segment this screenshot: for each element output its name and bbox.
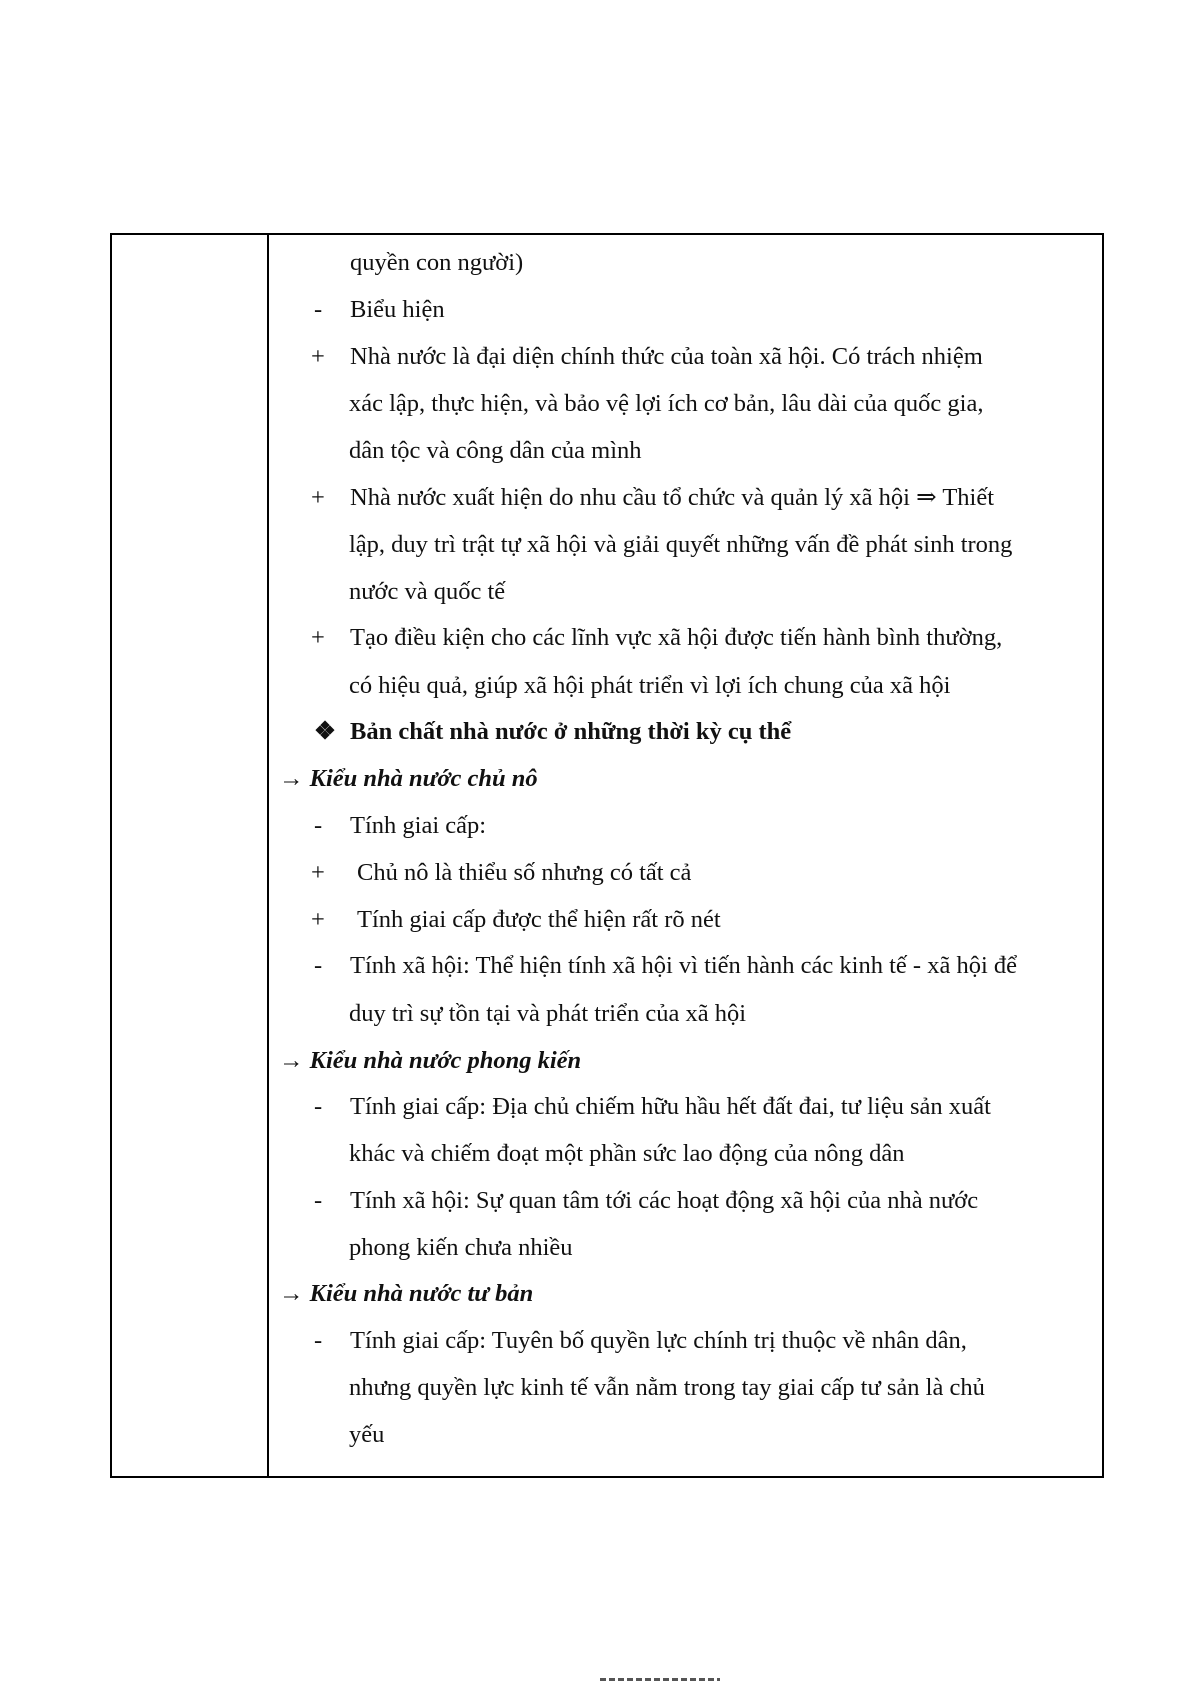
dash-marker: - [314, 812, 323, 839]
dash-marker: - [314, 1093, 323, 1120]
text-line: dân tộc và công dân của mình [349, 437, 642, 464]
content-table [110, 233, 1104, 1478]
text-line: lập, duy trì trật tự xã hội và giải quyết những vấn đề phát sinh trong [349, 531, 1013, 558]
page-footer-mark [600, 1678, 720, 1681]
text-line: có hiệu quả, giúp xã hội phát triển vì lợi ích chung của xã hội [349, 672, 951, 699]
dash-marker: - [314, 952, 323, 979]
plus-marker: + [311, 906, 325, 933]
section-heading: Bản chất nhà nước ở những thời kỳ cụ thể [350, 718, 792, 745]
left-column-cell [112, 235, 269, 1476]
text-line: nước và quốc tế [349, 578, 506, 605]
text-line: nhưng quyền lực kinh tế vẫn nằm trong tay giai cấp tư sản là chủ [349, 1374, 985, 1401]
text-line: Biểu hiện [350, 296, 445, 323]
text-line: Nhà nước là đại diện chính thức của toàn xã hội. Có trách nhiệm [350, 343, 983, 370]
right-column-cell [269, 235, 1102, 1476]
subheading-arrow: → Kiểu nhà nước tư bản [279, 1280, 534, 1307]
dash-marker: - [314, 296, 323, 323]
subheading-arrow: → Kiểu nhà nước phong kiến [279, 1047, 582, 1074]
text-line: Tính giai cấp: Tuyên bố quyền lực chính trị thuộc về nhân dân, [350, 1327, 967, 1354]
text-line: Tính xã hội: Sự quan tâm tới các hoạt động xã hội của nhà nước [350, 1187, 979, 1214]
text-line: Tính giai cấp: [350, 812, 487, 839]
text-line: quyền con người) [350, 249, 524, 276]
text-line: Nhà nước xuất hiện do nhu cầu tổ chức và quản lý xã hội ⇒ Thiết [350, 484, 995, 511]
text-line: Tính xã hội: Thể hiện tính xã hội vì tiến hành các kinh tế - xã hội để [350, 952, 1018, 979]
text-line: phong kiến chưa nhiều [349, 1234, 573, 1261]
text-line: duy trì sự tồn tại và phát triển của xã hội [349, 1000, 747, 1027]
diamond-bullet-icon: ❖ [314, 718, 336, 745]
text-line: khác và chiếm đoạt một phần sức lao động của nông dân [349, 1140, 905, 1167]
text-line: Tạo điều kiện cho các lĩnh vực xã hội được tiến hành bình thường, [350, 624, 1003, 651]
text-line: Tính giai cấp: Địa chủ chiếm hữu hầu hết đất đai, tư liệu sản xuất [350, 1093, 991, 1120]
text-line: Tính giai cấp được thể hiện rất rõ nét [357, 906, 721, 933]
dash-marker: - [314, 1187, 323, 1214]
plus-marker: + [311, 484, 325, 511]
dash-marker: - [314, 1327, 323, 1354]
plus-marker: + [311, 343, 325, 370]
text-line: Chủ nô là thiểu số nhưng có tất cả [357, 859, 692, 886]
text-line: xác lập, thực hiện, và bảo vệ lợi ích cơ bản, lâu dài của quốc gia, [349, 390, 984, 417]
subheading-arrow: → Kiểu nhà nước chủ nô [279, 765, 538, 792]
plus-marker: + [311, 624, 325, 651]
text-line: yếu [349, 1421, 385, 1448]
plus-marker: + [311, 859, 325, 886]
